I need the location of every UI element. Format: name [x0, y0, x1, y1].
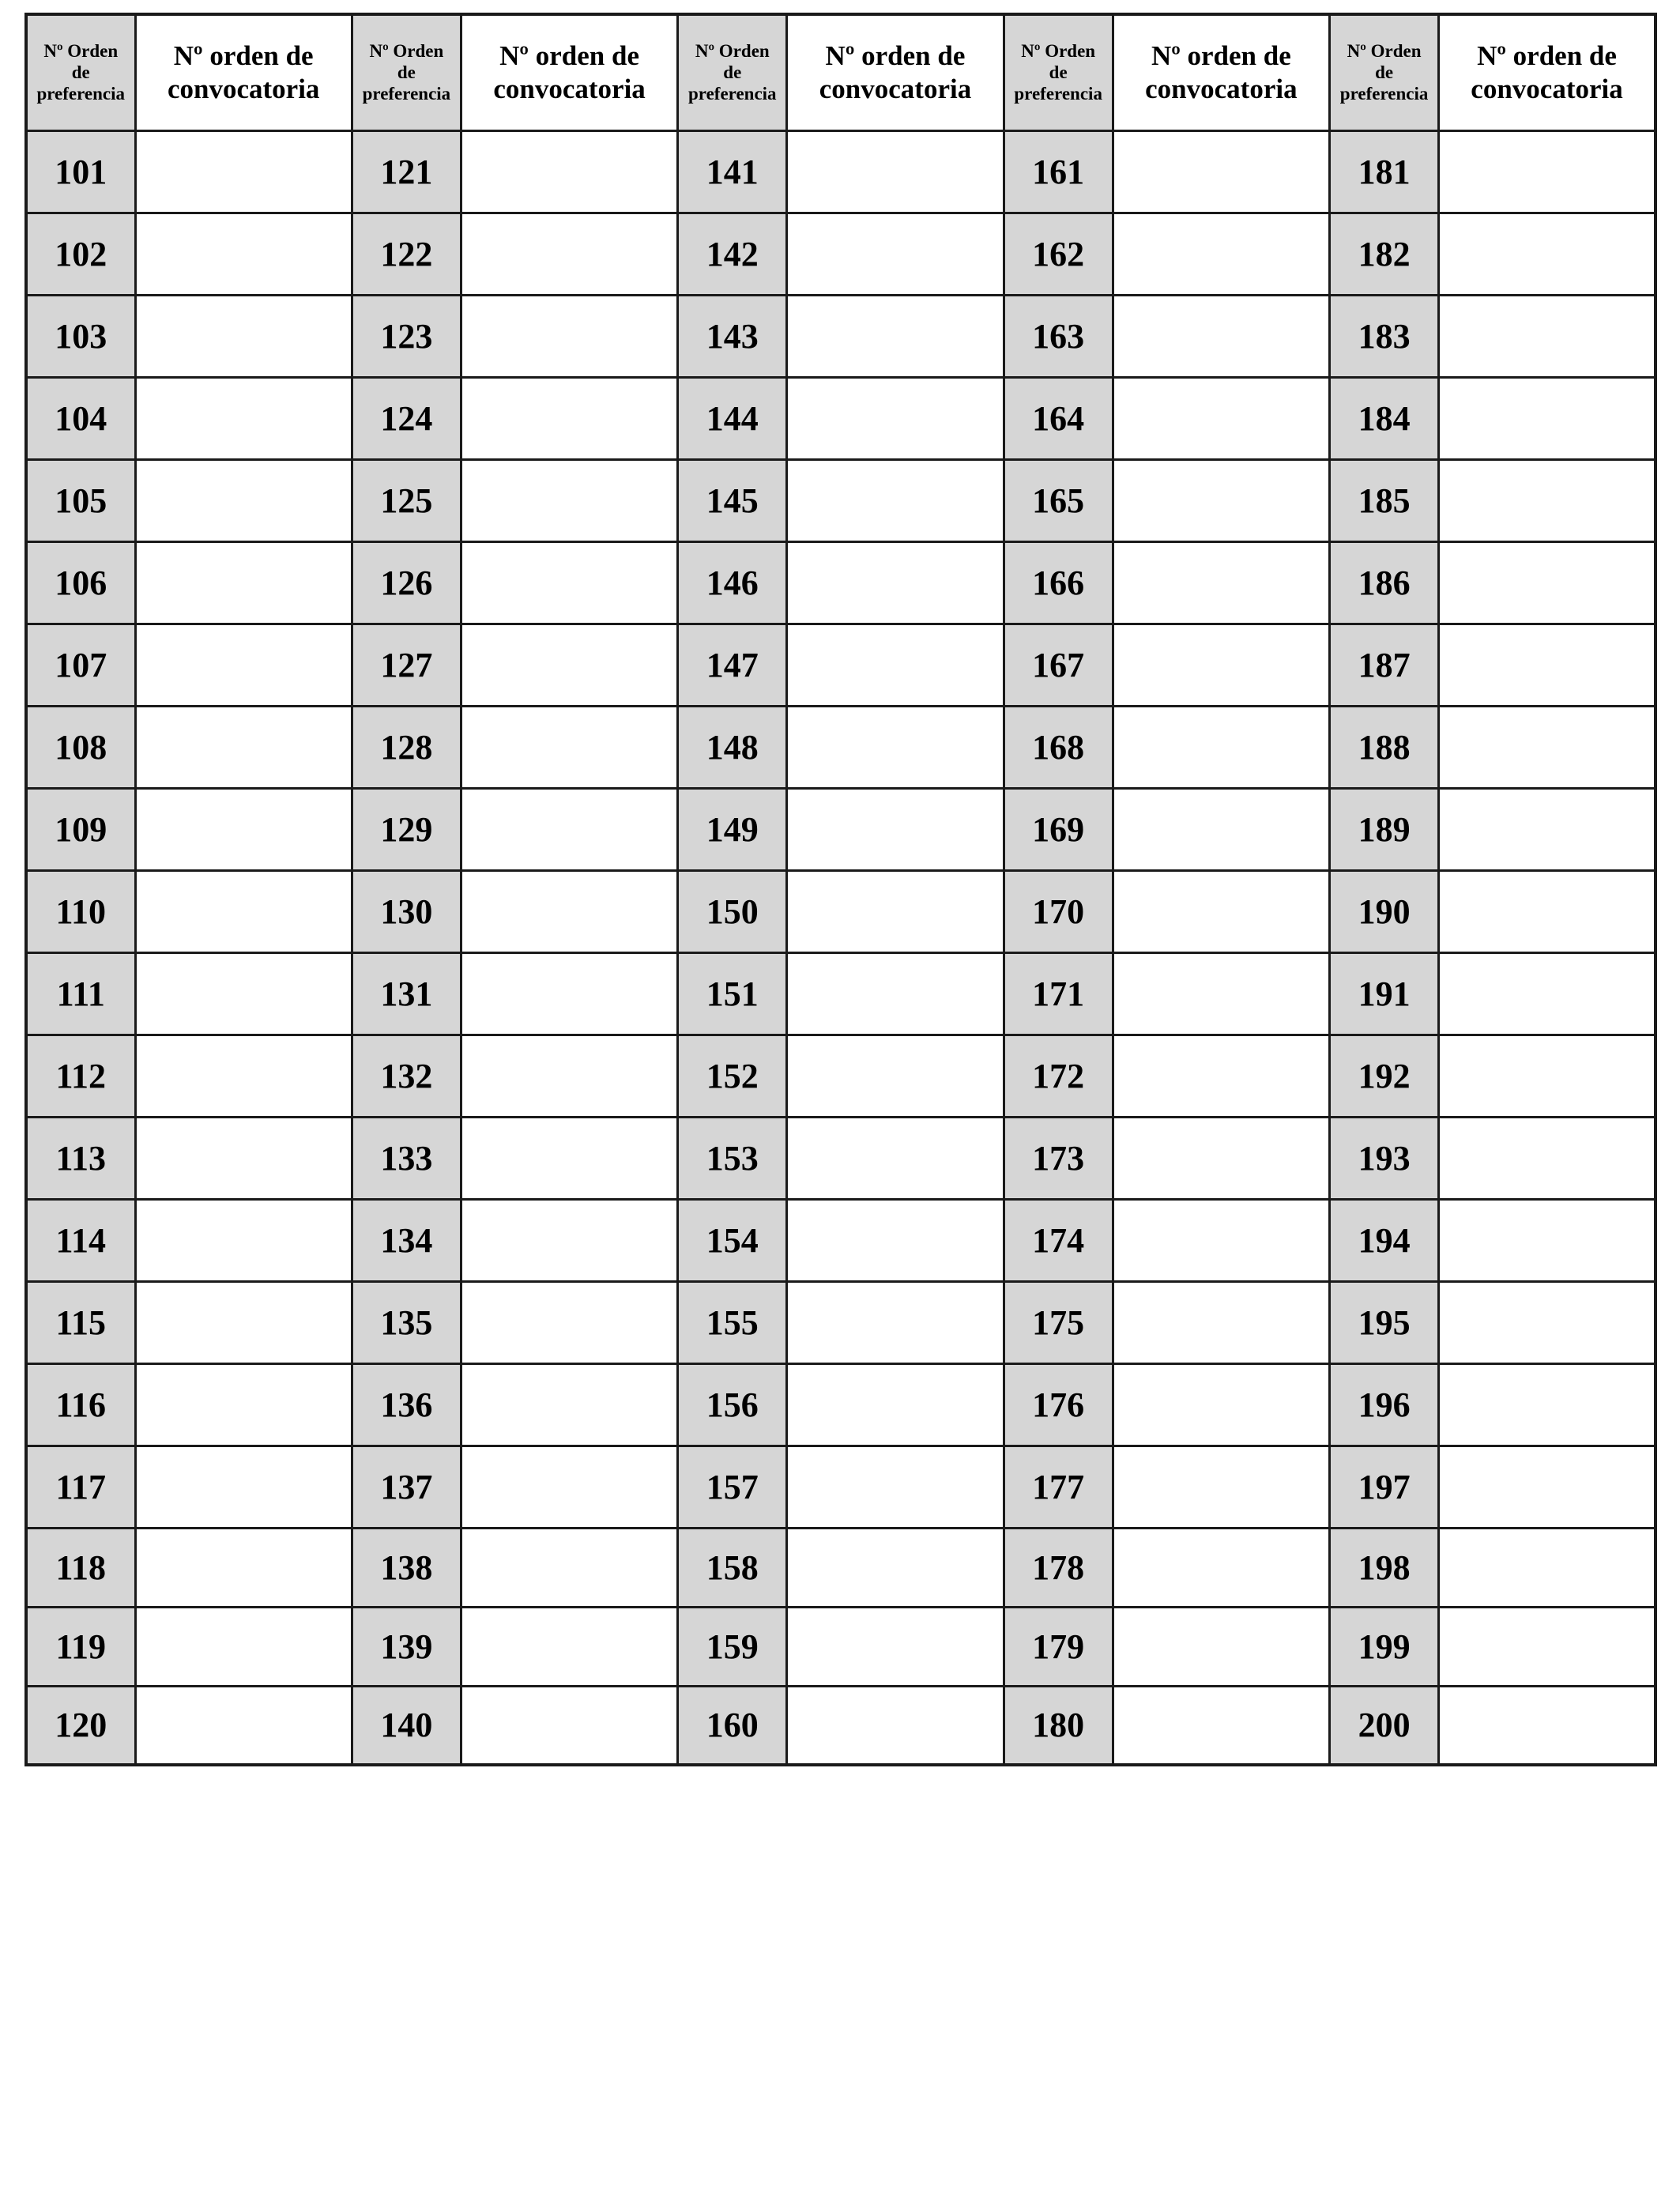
- preference-number-cell: 139: [352, 1607, 461, 1686]
- call-order-cell[interactable]: [461, 1528, 677, 1607]
- preference-number-cell: 130: [352, 870, 461, 952]
- preference-number-cell: 101: [26, 130, 135, 213]
- preference-order-header: Nº Orden de preferencia: [678, 14, 787, 130]
- call-order-cell[interactable]: [1113, 130, 1329, 213]
- call-order-cell[interactable]: [135, 1035, 352, 1117]
- preference-number-cell: 177: [1004, 1446, 1113, 1528]
- preference-number-cell: 107: [26, 624, 135, 706]
- table-row: [26, 541, 1656, 624]
- preference-number-cell: 195: [1330, 1281, 1439, 1363]
- call-order-cell[interactable]: [135, 870, 352, 952]
- call-order-cell[interactable]: [1113, 1363, 1329, 1446]
- preference-number-cell: 158: [678, 1528, 787, 1607]
- preference-number-cell: 157: [678, 1446, 787, 1528]
- preference-number-cell: 132: [352, 1035, 461, 1117]
- call-order-cell[interactable]: [461, 952, 677, 1035]
- call-order-cell[interactable]: [1439, 130, 1656, 213]
- call-order-cell[interactable]: [1439, 1607, 1656, 1686]
- table-row: [26, 870, 1656, 952]
- call-order-cell[interactable]: [1113, 1686, 1329, 1765]
- preference-number-cell: 190: [1330, 870, 1439, 952]
- preference-number-cell: 180: [1004, 1686, 1113, 1765]
- call-order-cell[interactable]: [1439, 295, 1656, 377]
- preference-number-cell: 176: [1004, 1363, 1113, 1446]
- preference-number-cell: 168: [1004, 706, 1113, 788]
- table-row: [26, 1528, 1656, 1607]
- preference-number-cell: 118: [26, 1528, 135, 1607]
- table-row: [26, 1281, 1656, 1363]
- preference-number-cell: 193: [1330, 1117, 1439, 1199]
- call-order-cell[interactable]: [787, 1035, 1004, 1117]
- call-order-cell[interactable]: [135, 1117, 352, 1199]
- preference-number-cell: 146: [678, 541, 787, 624]
- preference-number-cell: 183: [1330, 295, 1439, 377]
- call-order-cell[interactable]: [1439, 1446, 1656, 1528]
- table-row: [26, 624, 1656, 706]
- call-order-cell[interactable]: [1439, 1363, 1656, 1446]
- preference-number-cell: 103: [26, 295, 135, 377]
- call-order-header: Nº orden de convocatoria: [1439, 14, 1656, 130]
- call-order-cell[interactable]: [1113, 1281, 1329, 1363]
- call-order-cell[interactable]: [787, 1446, 1004, 1528]
- call-order-cell[interactable]: [135, 1446, 352, 1528]
- call-order-cell[interactable]: [135, 706, 352, 788]
- call-order-cell[interactable]: [461, 624, 677, 706]
- preference-order-header: Nº Orden de preferencia: [1004, 14, 1113, 130]
- call-order-cell[interactable]: [787, 130, 1004, 213]
- preference-number-cell: 108: [26, 706, 135, 788]
- preference-number-cell: 111: [26, 952, 135, 1035]
- preference-number-cell: 104: [26, 377, 135, 459]
- preference-number-cell: 126: [352, 541, 461, 624]
- preference-number-cell: 140: [352, 1686, 461, 1765]
- call-order-cell[interactable]: [1113, 213, 1329, 295]
- call-order-cell[interactable]: [135, 459, 352, 541]
- preference-number-cell: 128: [352, 706, 461, 788]
- call-order-cell[interactable]: [461, 130, 677, 213]
- table-row: [26, 1363, 1656, 1446]
- table-row: [26, 1117, 1656, 1199]
- call-order-cell[interactable]: [1113, 295, 1329, 377]
- preference-number-cell: 156: [678, 1363, 787, 1446]
- preference-number-cell: 121: [352, 130, 461, 213]
- call-order-cell[interactable]: [135, 624, 352, 706]
- preference-number-cell: 184: [1330, 377, 1439, 459]
- call-order-cell[interactable]: [787, 1686, 1004, 1765]
- call-order-cell[interactable]: [1113, 624, 1329, 706]
- preference-number-cell: 117: [26, 1446, 135, 1528]
- preference-number-cell: 182: [1330, 213, 1439, 295]
- call-order-cell[interactable]: [1439, 1199, 1656, 1281]
- table-row: [26, 459, 1656, 541]
- call-order-cell[interactable]: [787, 1117, 1004, 1199]
- call-order-cell[interactable]: [787, 1199, 1004, 1281]
- preference-number-cell: 136: [352, 1363, 461, 1446]
- preference-number-cell: 124: [352, 377, 461, 459]
- preference-number-cell: 170: [1004, 870, 1113, 952]
- preference-number-cell: 142: [678, 213, 787, 295]
- preference-number-cell: 169: [1004, 788, 1113, 870]
- call-order-cell[interactable]: [1439, 1528, 1656, 1607]
- call-order-cell[interactable]: [787, 870, 1004, 952]
- preference-number-cell: 197: [1330, 1446, 1439, 1528]
- preference-number-cell: 106: [26, 541, 135, 624]
- preference-number-cell: 172: [1004, 1035, 1113, 1117]
- call-order-cell[interactable]: [461, 788, 677, 870]
- preference-order-table: [24, 13, 1657, 1766]
- preference-number-cell: 113: [26, 1117, 135, 1199]
- call-order-cell[interactable]: [787, 1363, 1004, 1446]
- call-order-cell[interactable]: [461, 459, 677, 541]
- call-order-cell[interactable]: [1439, 1035, 1656, 1117]
- preference-number-cell: 110: [26, 870, 135, 952]
- call-order-cell[interactable]: [787, 624, 1004, 706]
- preference-number-cell: 144: [678, 377, 787, 459]
- preference-number-cell: 134: [352, 1199, 461, 1281]
- call-order-cell[interactable]: [1439, 541, 1656, 624]
- call-order-cell[interactable]: [461, 377, 677, 459]
- call-order-cell[interactable]: [787, 706, 1004, 788]
- preference-number-cell: 137: [352, 1446, 461, 1528]
- call-order-cell[interactable]: [135, 1528, 352, 1607]
- preference-number-cell: 164: [1004, 377, 1113, 459]
- preference-number-cell: 135: [352, 1281, 461, 1363]
- call-order-cell[interactable]: [135, 952, 352, 1035]
- call-order-cell[interactable]: [135, 1281, 352, 1363]
- call-order-cell[interactable]: [1113, 1199, 1329, 1281]
- call-order-cell[interactable]: [135, 295, 352, 377]
- table-row: [26, 1199, 1656, 1281]
- preference-number-cell: 194: [1330, 1199, 1439, 1281]
- preference-number-cell: 191: [1330, 952, 1439, 1035]
- preference-number-cell: 148: [678, 706, 787, 788]
- preference-number-cell: 163: [1004, 295, 1113, 377]
- table-header-row: [26, 14, 1656, 130]
- table-row: [26, 1446, 1656, 1528]
- call-order-cell[interactable]: [461, 870, 677, 952]
- preference-number-cell: 119: [26, 1607, 135, 1686]
- preference-number-cell: 185: [1330, 459, 1439, 541]
- call-order-cell[interactable]: [461, 1117, 677, 1199]
- call-order-cell[interactable]: [1439, 870, 1656, 952]
- table-row: [26, 952, 1656, 1035]
- table-row: [26, 788, 1656, 870]
- call-order-cell[interactable]: [461, 1607, 677, 1686]
- table-row: [26, 1035, 1656, 1117]
- preference-number-cell: 181: [1330, 130, 1439, 213]
- call-order-cell[interactable]: [787, 1528, 1004, 1607]
- preference-number-cell: 133: [352, 1117, 461, 1199]
- call-order-cell[interactable]: [135, 1363, 352, 1446]
- preference-number-cell: 187: [1330, 624, 1439, 706]
- call-order-cell[interactable]: [1439, 1686, 1656, 1765]
- call-order-cell[interactable]: [135, 1686, 352, 1765]
- preference-number-cell: 188: [1330, 706, 1439, 788]
- preference-number-cell: 120: [26, 1686, 135, 1765]
- preference-number-cell: 196: [1330, 1363, 1439, 1446]
- call-order-cell[interactable]: [787, 541, 1004, 624]
- table-row: [26, 295, 1656, 377]
- call-order-cell[interactable]: [1113, 952, 1329, 1035]
- preference-number-cell: 122: [352, 213, 461, 295]
- call-order-cell[interactable]: [461, 1199, 677, 1281]
- call-order-cell[interactable]: [135, 788, 352, 870]
- call-order-cell[interactable]: [787, 459, 1004, 541]
- preference-order-header: Nº Orden de preferencia: [352, 14, 461, 130]
- preference-number-cell: 200: [1330, 1686, 1439, 1765]
- preference-order-header: Nº Orden de preferencia: [26, 14, 135, 130]
- call-order-cell[interactable]: [787, 1281, 1004, 1363]
- call-order-cell[interactable]: [135, 541, 352, 624]
- call-order-cell[interactable]: [1113, 870, 1329, 952]
- call-order-cell[interactable]: [135, 1199, 352, 1281]
- preference-number-cell: 160: [678, 1686, 787, 1765]
- preference-number-cell: 161: [1004, 130, 1113, 213]
- preference-number-cell: 175: [1004, 1281, 1113, 1363]
- call-order-cell[interactable]: [135, 213, 352, 295]
- table-row: [26, 1607, 1656, 1686]
- call-order-cell[interactable]: [461, 1281, 677, 1363]
- preference-number-cell: 198: [1330, 1528, 1439, 1607]
- preference-number-cell: 127: [352, 624, 461, 706]
- preference-number-cell: 145: [678, 459, 787, 541]
- call-order-cell[interactable]: [1113, 706, 1329, 788]
- call-order-cell[interactable]: [1113, 1528, 1329, 1607]
- call-order-cell[interactable]: [1113, 1607, 1329, 1686]
- call-order-header: Nº orden de convocatoria: [787, 14, 1004, 130]
- preference-number-cell: 115: [26, 1281, 135, 1363]
- table-row: [26, 213, 1656, 295]
- preference-number-cell: 149: [678, 788, 787, 870]
- preference-number-cell: 138: [352, 1528, 461, 1607]
- call-order-cell[interactable]: [1113, 1446, 1329, 1528]
- call-order-cell[interactable]: [461, 1446, 677, 1528]
- call-order-cell[interactable]: [461, 213, 677, 295]
- table-row: [26, 1686, 1656, 1765]
- table-row: [26, 377, 1656, 459]
- preference-number-cell: 162: [1004, 213, 1113, 295]
- call-order-cell[interactable]: [1113, 377, 1329, 459]
- preference-number-cell: 125: [352, 459, 461, 541]
- preference-number-cell: 155: [678, 1281, 787, 1363]
- preference-number-cell: 147: [678, 624, 787, 706]
- call-order-cell[interactable]: [461, 1035, 677, 1117]
- call-order-cell[interactable]: [787, 952, 1004, 1035]
- preference-number-cell: 116: [26, 1363, 135, 1446]
- call-order-cell[interactable]: [1439, 1281, 1656, 1363]
- preference-number-cell: 174: [1004, 1199, 1113, 1281]
- call-order-cell[interactable]: [135, 377, 352, 459]
- table-row: [26, 706, 1656, 788]
- call-order-cell[interactable]: [461, 295, 677, 377]
- preference-number-cell: 178: [1004, 1528, 1113, 1607]
- preference-number-cell: 143: [678, 295, 787, 377]
- call-order-cell[interactable]: [1113, 1117, 1329, 1199]
- call-order-cell[interactable]: [787, 788, 1004, 870]
- preference-number-cell: 129: [352, 788, 461, 870]
- preference-number-cell: 199: [1330, 1607, 1439, 1686]
- preference-number-cell: 102: [26, 213, 135, 295]
- call-order-cell[interactable]: [1113, 541, 1329, 624]
- call-order-cell[interactable]: [135, 1607, 352, 1686]
- preference-number-cell: 131: [352, 952, 461, 1035]
- call-order-header: Nº orden de convocatoria: [461, 14, 677, 130]
- preference-number-cell: 112: [26, 1035, 135, 1117]
- preference-number-cell: 192: [1330, 1035, 1439, 1117]
- preference-number-cell: 114: [26, 1199, 135, 1281]
- preference-number-cell: 165: [1004, 459, 1113, 541]
- call-order-header: Nº orden de convocatoria: [135, 14, 352, 130]
- call-order-cell[interactable]: [787, 295, 1004, 377]
- call-order-cell[interactable]: [1439, 788, 1656, 870]
- table-row: [26, 130, 1656, 213]
- preference-number-cell: 167: [1004, 624, 1113, 706]
- table-body: [26, 130, 1656, 1765]
- preference-number-cell: 153: [678, 1117, 787, 1199]
- preference-number-cell: 171: [1004, 952, 1113, 1035]
- preference-number-cell: 123: [352, 295, 461, 377]
- call-order-cell[interactable]: [1113, 1035, 1329, 1117]
- preference-number-cell: 154: [678, 1199, 787, 1281]
- preference-number-cell: 173: [1004, 1117, 1113, 1199]
- call-order-cell[interactable]: [1439, 624, 1656, 706]
- preference-number-cell: 186: [1330, 541, 1439, 624]
- preference-number-cell: 152: [678, 1035, 787, 1117]
- preference-number-cell: 105: [26, 459, 135, 541]
- call-order-cell[interactable]: [1439, 459, 1656, 541]
- call-order-cell[interactable]: [787, 377, 1004, 459]
- call-order-cell[interactable]: [1439, 1117, 1656, 1199]
- preference-order-header: Nº Orden de preferencia: [1330, 14, 1439, 130]
- call-order-cell[interactable]: [461, 541, 677, 624]
- call-order-cell[interactable]: [461, 706, 677, 788]
- preference-number-cell: 151: [678, 952, 787, 1035]
- call-order-cell[interactable]: [787, 213, 1004, 295]
- preference-number-cell: 179: [1004, 1607, 1113, 1686]
- call-order-cell[interactable]: [1439, 377, 1656, 459]
- preference-number-cell: 109: [26, 788, 135, 870]
- call-order-cell[interactable]: [1439, 706, 1656, 788]
- preference-number-cell: 189: [1330, 788, 1439, 870]
- call-order-cell[interactable]: [1439, 952, 1656, 1035]
- call-order-cell[interactable]: [1113, 788, 1329, 870]
- preference-number-cell: 150: [678, 870, 787, 952]
- call-order-header: Nº orden de convocatoria: [1113, 14, 1329, 130]
- call-order-cell[interactable]: [1439, 213, 1656, 295]
- preference-number-cell: 159: [678, 1607, 787, 1686]
- call-order-cell[interactable]: [787, 1607, 1004, 1686]
- call-order-cell[interactable]: [135, 130, 352, 213]
- call-order-cell[interactable]: [461, 1363, 677, 1446]
- call-order-cell[interactable]: [461, 1686, 677, 1765]
- preference-number-cell: 141: [678, 130, 787, 213]
- call-order-cell[interactable]: [1113, 459, 1329, 541]
- preference-number-cell: 166: [1004, 541, 1113, 624]
